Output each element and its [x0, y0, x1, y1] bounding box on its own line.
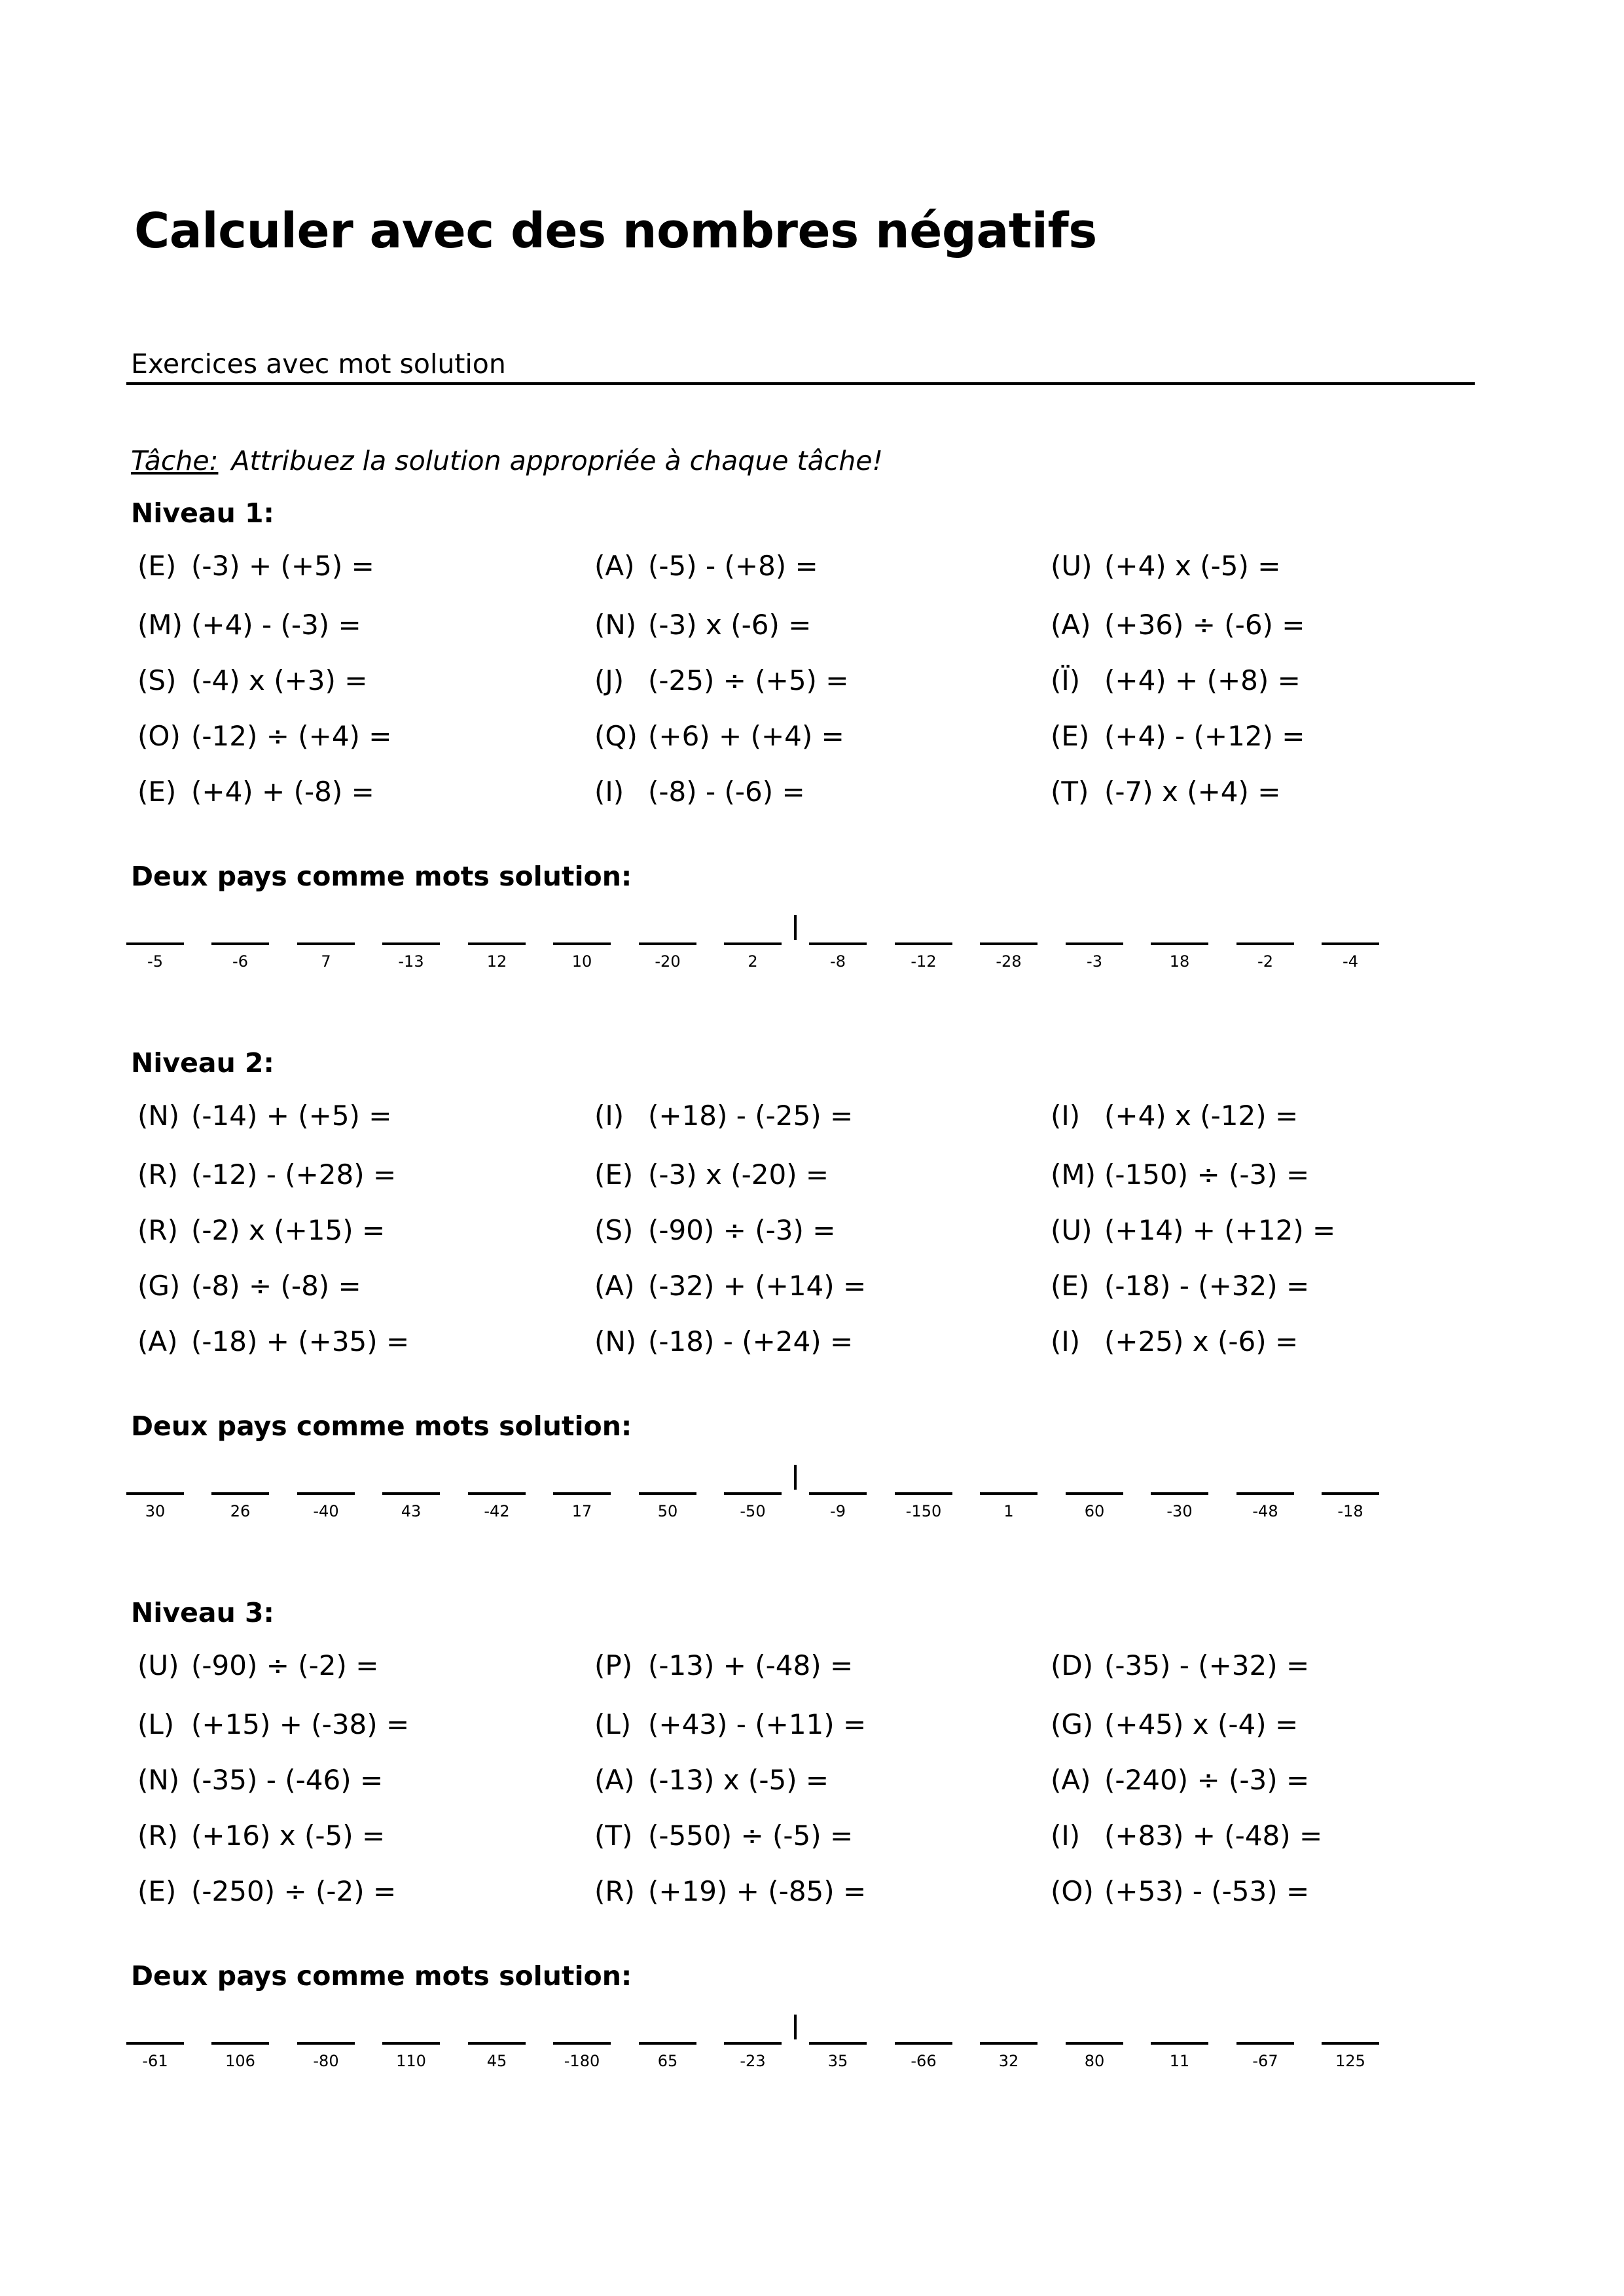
answer-blank[interactable] [895, 2042, 952, 2045]
exercise-letter: (O) [137, 720, 181, 752]
exercise-letter: (N) [137, 1100, 180, 1132]
answer-blank-number: 106 [225, 2052, 255, 2070]
answer-blank[interactable] [297, 942, 355, 945]
exercise-expression: (+45) x (-4) = [1104, 1708, 1299, 1740]
answer-blank-number: -18 [1337, 1502, 1363, 1520]
exercise-letter: (U) [137, 1649, 179, 1681]
answer-blank-number: -23 [740, 2052, 766, 2070]
answer-blank-number: 35 [827, 2052, 848, 2070]
exercise-letter: (M) [137, 609, 183, 641]
subtitle-divider [126, 382, 1475, 385]
exercise-expression: (+4) + (-8) = [191, 776, 374, 808]
answer-blank-number: -30 [1166, 1502, 1193, 1520]
exercise-letter: (Q) [594, 720, 638, 752]
answer-blank[interactable] [382, 1492, 440, 1495]
answer-blank-number: 65 [657, 2052, 678, 2070]
exercise-expression: (-90) ÷ (-2) = [191, 1649, 379, 1681]
exercise-letter: (A) [594, 1270, 635, 1302]
answer-blank-number: 125 [1335, 2052, 1365, 2070]
answer-blank-number: -80 [313, 2052, 339, 2070]
exercise-letter: (E) [137, 1875, 177, 1907]
answer-blank-number: 18 [1169, 952, 1190, 971]
answer-blank[interactable] [809, 1492, 867, 1495]
answer-blank[interactable] [1236, 942, 1294, 945]
exercise-letter: (T) [594, 1820, 633, 1852]
answer-blank-number: -2 [1257, 952, 1273, 971]
answer-blank[interactable] [1322, 1492, 1379, 1495]
exercise-expression: (+18) - (-25) = [648, 1100, 854, 1132]
answer-blank-number: 7 [321, 952, 331, 971]
answer-blank-number: 10 [571, 952, 592, 971]
exercise-expression: (-18) + (+35) = [191, 1325, 410, 1357]
exercise-expression: (+16) x (-5) = [191, 1820, 386, 1852]
exercise-expression: (+4) - (+12) = [1104, 720, 1305, 752]
exercise-letter: (M) [1051, 1158, 1096, 1191]
exercise-expression: (-90) ÷ (-3) = [648, 1214, 836, 1246]
answer-blank[interactable] [1236, 1492, 1294, 1495]
exercise-letter: (E) [1051, 720, 1090, 752]
task-label: Tâche: [131, 445, 219, 476]
exercise-expression: (+15) + (-38) = [191, 1708, 410, 1740]
answer-blank[interactable] [553, 2042, 611, 2045]
answer-blank[interactable] [1151, 942, 1208, 945]
exercise-letter: (R) [137, 1158, 178, 1191]
exercise-expression: (-7) x (+4) = [1104, 776, 1281, 808]
answer-blank-number: -48 [1252, 1502, 1278, 1520]
exercise-letter: (G) [137, 1270, 181, 1302]
exercise-expression: (-8) - (-6) = [648, 776, 805, 808]
answer-blank-number: 26 [230, 1502, 251, 1520]
exercise-expression: (-150) ÷ (-3) = [1104, 1158, 1310, 1191]
exercise-letter: (I) [594, 1100, 624, 1132]
exercise-expression: (+6) + (+4) = [648, 720, 844, 752]
answer-blank-number: 11 [1169, 2052, 1190, 2070]
answer-blank[interactable] [1322, 2042, 1379, 2045]
exercise-expression: (-32) + (+14) = [648, 1270, 867, 1302]
answer-blank-number: -40 [313, 1502, 339, 1520]
exercise-expression: (-35) - (+32) = [1104, 1649, 1310, 1681]
answer-blank[interactable] [126, 942, 184, 945]
answer-blank[interactable] [724, 2042, 782, 2045]
exercise-letter: (L) [594, 1708, 632, 1740]
answer-blank[interactable] [126, 2042, 184, 2045]
exercise-letter: (T) [1051, 776, 1089, 808]
answer-blank-number: -9 [830, 1502, 846, 1520]
answer-blank[interactable] [809, 2042, 867, 2045]
exercise-letter: (O) [1051, 1875, 1094, 1907]
answer-blank-number: -66 [911, 2052, 937, 2070]
exercise-letter: (A) [594, 550, 635, 582]
answer-blank-number: 110 [396, 2052, 426, 2070]
answer-blank-number: 12 [486, 952, 507, 971]
exercise-expression: (+4) - (-3) = [191, 609, 361, 641]
exercise-expression: (+4) + (+8) = [1104, 664, 1301, 696]
answer-blank[interactable] [382, 942, 440, 945]
answer-blank-number: -42 [484, 1502, 510, 1520]
exercise-expression: (-13) x (-5) = [648, 1764, 829, 1796]
exercise-expression: (-13) + (-48) = [648, 1649, 854, 1681]
answer-blank[interactable] [468, 1492, 526, 1495]
exercise-expression: (-3) + (+5) = [191, 550, 374, 582]
exercise-expression: (+4) x (-12) = [1104, 1100, 1299, 1132]
answer-blank-number: -5 [147, 952, 163, 971]
answer-blank[interactable] [724, 1492, 782, 1495]
level-heading: Niveau 2: [131, 1047, 274, 1079]
exercise-expression: (+4) x (-5) = [1104, 550, 1281, 582]
exercise-expression: (+43) - (+11) = [648, 1708, 867, 1740]
section-subtitle: Exercices avec mot solution [131, 348, 506, 380]
answer-blank-number: -3 [1087, 952, 1102, 971]
answer-blank[interactable] [639, 1492, 696, 1495]
level-heading: Niveau 3: [131, 1597, 274, 1628]
exercise-letter: (P) [594, 1649, 633, 1681]
answer-blank[interactable] [1066, 2042, 1123, 2045]
exercise-letter: (A) [137, 1325, 178, 1357]
answer-blank-number: -28 [996, 952, 1022, 971]
answer-blank[interactable] [1151, 1492, 1208, 1495]
solution-heading: Deux pays comme mots solution: [131, 861, 632, 892]
word-separator [794, 2015, 797, 2039]
exercise-letter: (A) [1051, 1764, 1091, 1796]
answer-blank-number: -67 [1252, 2052, 1278, 2070]
answer-blank-number: -180 [564, 2052, 600, 2070]
exercise-expression: (+25) x (-6) = [1104, 1325, 1299, 1357]
solution-heading: Deux pays comme mots solution: [131, 1960, 632, 1992]
answer-blank-number: 17 [571, 1502, 592, 1520]
exercise-expression: (-5) - (+8) = [648, 550, 818, 582]
exercise-letter: (E) [137, 550, 177, 582]
exercise-expression: (-4) x (+3) = [191, 664, 368, 696]
exercise-letter: (R) [594, 1875, 635, 1907]
exercise-letter: (N) [594, 609, 637, 641]
answer-blank[interactable] [639, 2042, 696, 2045]
answer-blank[interactable] [126, 1492, 184, 1495]
answer-blank-number: -150 [905, 1502, 942, 1520]
exercise-expression: (+83) + (-48) = [1104, 1820, 1323, 1852]
exercise-letter: (I) [1051, 1325, 1081, 1357]
answer-blank-number: 32 [998, 2052, 1019, 2070]
answer-blank[interactable] [211, 1492, 269, 1495]
exercise-expression: (-18) - (+24) = [648, 1325, 854, 1357]
answer-blank-number: -13 [398, 952, 424, 971]
exercise-expression: (-12) ÷ (+4) = [191, 720, 392, 752]
answer-blank[interactable] [895, 1492, 952, 1495]
exercise-letter: (G) [1051, 1708, 1094, 1740]
exercise-letter: (U) [1051, 1214, 1092, 1246]
answer-blank-number: -6 [232, 952, 248, 971]
page-title: Calculer avec des nombres négatifs [134, 203, 1097, 259]
exercise-letter: (S) [137, 664, 177, 696]
exercise-expression: (-3) x (-6) = [648, 609, 812, 641]
answer-blank[interactable] [211, 2042, 269, 2045]
answer-blank[interactable] [382, 2042, 440, 2045]
exercise-letter: (I) [594, 776, 624, 808]
exercise-letter: (L) [137, 1708, 175, 1740]
answer-blank-number: -61 [142, 2052, 168, 2070]
answer-blank[interactable] [980, 1492, 1038, 1495]
word-separator [794, 1465, 797, 1490]
exercise-letter: (R) [137, 1214, 178, 1246]
answer-blank[interactable] [1066, 942, 1123, 945]
answer-blank[interactable] [468, 2042, 526, 2045]
exercise-letter: (U) [1051, 550, 1092, 582]
exercise-expression: (-12) - (+28) = [191, 1158, 397, 1191]
answer-blank[interactable] [1322, 942, 1379, 945]
exercise-letter: (E) [594, 1158, 634, 1191]
level-heading: Niveau 1: [131, 497, 274, 529]
answer-blank-number: 1 [1003, 1502, 1014, 1520]
exercise-expression: (+53) - (-53) = [1104, 1875, 1310, 1907]
answer-blank-number: -4 [1343, 952, 1358, 971]
answer-blank[interactable] [297, 2042, 355, 2045]
answer-blank-number: 80 [1084, 2052, 1105, 2070]
answer-blank[interactable] [297, 1492, 355, 1495]
answer-blank[interactable] [553, 1492, 611, 1495]
exercise-letter: (E) [137, 776, 177, 808]
answer-blank[interactable] [895, 942, 952, 945]
exercise-expression: (-8) ÷ (-8) = [191, 1270, 361, 1302]
exercise-expression: (-14) + (+5) = [191, 1100, 392, 1132]
answer-blank[interactable] [639, 942, 696, 945]
answer-blank-number: -50 [740, 1502, 766, 1520]
answer-blank-number: 60 [1084, 1502, 1105, 1520]
exercise-expression: (+14) + (+12) = [1104, 1214, 1336, 1246]
exercise-expression: (-25) ÷ (+5) = [648, 664, 849, 696]
answer-blank-number: 45 [486, 2052, 507, 2070]
exercise-letter: (J) [594, 664, 624, 696]
word-separator [794, 915, 797, 940]
solution-heading: Deux pays comme mots solution: [131, 1410, 632, 1442]
exercise-expression: (-3) x (-20) = [648, 1158, 829, 1191]
answer-blank-number: -20 [655, 952, 681, 971]
exercise-expression: (-35) - (-46) = [191, 1764, 384, 1796]
exercise-letter: (A) [594, 1764, 635, 1796]
answer-blank-number: -8 [830, 952, 846, 971]
exercise-expression: (-250) ÷ (-2) = [191, 1875, 397, 1907]
exercise-expression: (-240) ÷ (-3) = [1104, 1764, 1310, 1796]
exercise-expression: (-18) - (+32) = [1104, 1270, 1310, 1302]
exercise-letter: (S) [594, 1214, 634, 1246]
answer-blank-number: 30 [145, 1502, 166, 1520]
answer-blank[interactable] [211, 942, 269, 945]
exercise-letter: (E) [1051, 1270, 1090, 1302]
exercise-letter: (R) [137, 1820, 178, 1852]
answer-blank[interactable] [980, 2042, 1038, 2045]
answer-blank[interactable] [1066, 1492, 1123, 1495]
exercise-expression: (-550) ÷ (-5) = [648, 1820, 854, 1852]
exercise-letter: (N) [594, 1325, 637, 1357]
exercise-letter: (A) [1051, 609, 1091, 641]
exercise-letter: (D) [1051, 1649, 1094, 1681]
task-instruction [131, 445, 883, 476]
exercise-letter: (Ï) [1051, 664, 1081, 696]
answer-blank[interactable] [1236, 2042, 1294, 2045]
answer-blank-number: -12 [911, 952, 937, 971]
exercise-expression: (-2) x (+15) = [191, 1214, 386, 1246]
answer-blank[interactable] [809, 942, 867, 945]
answer-blank[interactable] [980, 942, 1038, 945]
answer-blank[interactable] [468, 942, 526, 945]
exercise-letter: (I) [1051, 1100, 1081, 1132]
answer-blank[interactable] [1151, 2042, 1208, 2045]
answer-blank-number: 2 [748, 952, 758, 971]
task-text: Attribuez la solution appropriée à chaque tâche! [231, 445, 883, 476]
answer-blank[interactable] [553, 942, 611, 945]
exercise-expression: (+36) ÷ (-6) = [1104, 609, 1305, 641]
answer-blank-number: 50 [657, 1502, 678, 1520]
exercise-letter: (I) [1051, 1820, 1081, 1852]
answer-blank-number: 43 [401, 1502, 422, 1520]
answer-blank[interactable] [724, 942, 782, 945]
exercise-expression: (+19) + (-85) = [648, 1875, 867, 1907]
exercise-letter: (N) [137, 1764, 180, 1796]
